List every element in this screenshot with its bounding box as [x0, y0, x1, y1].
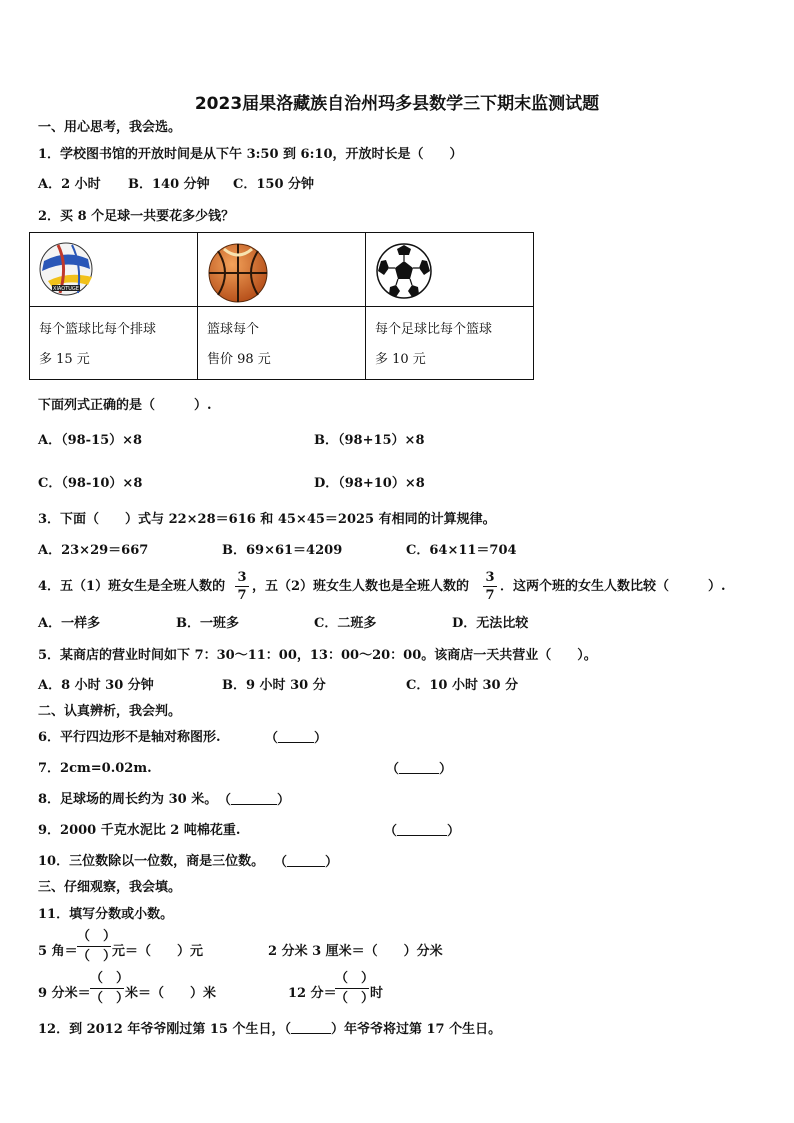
q11-row1-left-prefix: 5 角＝: [38, 944, 78, 959]
denominator-blank[interactable]: （ ）: [77, 949, 117, 964]
question-10-stem: 10．三位数除以一位数，商是三位数。: [38, 854, 265, 869]
question-2-option-b[interactable]: B．（98+15）×8: [314, 433, 425, 448]
volleyball-image: [38, 241, 98, 301]
question-3-option-b[interactable]: B．69×61＝4209: [222, 543, 343, 558]
question-2-stem: 2．买 8 个足球一共要花多少钱？: [38, 209, 235, 224]
q11-row1-fraction[interactable]: [77, 929, 117, 964]
question-9-stem: 9．2000 千克水泥比 2 吨棉花重.: [38, 823, 241, 838]
question-3-stem: 3．下面（ ）式与 22×28＝616 和 45×45＝2025 有相同的计算规律。: [38, 512, 496, 527]
fraction-denominator: 7: [485, 588, 495, 603]
question-12-pre: 12．到 2012 年爷爷刚过第 15 个生日，（: [38, 1022, 291, 1037]
volleyball-info-cell: [30, 307, 198, 380]
question-9-answer[interactable]: [384, 823, 460, 840]
question-4-option-d[interactable]: D．无法比较: [452, 616, 529, 631]
question-2-prompt: 下面列式正确的是（ ）.: [38, 398, 212, 413]
question-5-option-b[interactable]: B．9 小时 30 分: [222, 678, 326, 693]
q11-row2-left-prefix: 9 分米＝: [38, 986, 91, 1001]
question-1-option-a[interactable]: A．2 小时: [38, 177, 101, 192]
numerator-blank[interactable]: （ ）: [77, 929, 117, 944]
question-12-blank[interactable]: [291, 1021, 331, 1034]
denominator-blank[interactable]: （ ）: [90, 991, 130, 1006]
question-1-option-b[interactable]: B．140 分钟: [128, 177, 210, 192]
question-4-part3: ．这两个班的女生人数比较（ ）.: [500, 579, 726, 594]
paren-open: （: [386, 762, 400, 777]
question-4-option-a[interactable]: A．一样多: [38, 616, 101, 631]
question-1-option-c[interactable]: C．150 分钟: [233, 177, 315, 192]
q11-row2-left-fraction[interactable]: [90, 971, 130, 1006]
question-2-option-d[interactable]: D．（98+10）×8: [314, 476, 425, 491]
soccer-ball-image: [374, 241, 434, 301]
basketball-info-line2: 售价 98 元: [207, 352, 271, 367]
question-12-post: ）年爷爷将过第 17 个生日。: [330, 1022, 502, 1037]
paren-close: ）: [439, 762, 453, 777]
basketball-image: [206, 241, 270, 305]
question-3-option-a[interactable]: A．23×29＝667: [38, 543, 149, 558]
paren-close: ）: [314, 731, 328, 746]
question-2-option-c[interactable]: C．（98-10）×8: [38, 476, 143, 491]
question-6-stem: 6．平行四边形不是轴对称图形.: [38, 730, 221, 745]
fraction-numerator: 3: [237, 570, 247, 585]
fraction-denominator: 7: [237, 588, 247, 603]
section-heading-1: 一、用心思考，我会选。: [38, 120, 182, 135]
question-6-answer[interactable]: [265, 730, 327, 747]
volleyball-info-line2: 多 15 元: [39, 352, 90, 367]
numerator-blank[interactable]: （ ）: [335, 971, 375, 986]
question-8-stem: 8．足球场的周长约为 30 米。: [38, 792, 218, 807]
page-title: 2023届果洛藏族自治州玛多县数学三下期末监测试题: [194, 94, 600, 114]
paren-close: ）: [447, 824, 461, 839]
q11-row2-right-prefix: 12 分＝: [288, 986, 337, 1001]
question-4-option-b[interactable]: B．一班多: [176, 616, 239, 631]
question-1-stem: 1．学校图书馆的开放时间是从下午 3:50 到 6:10，开放时长是（ ）: [38, 147, 463, 162]
denominator-blank[interactable]: （ ）: [335, 991, 375, 1006]
paren-open: （: [218, 793, 232, 808]
question-4-fraction-1: [235, 570, 249, 603]
basketball-info-cell: [198, 307, 366, 380]
paren-close: ）: [325, 855, 339, 870]
question-8-answer[interactable]: [218, 792, 290, 809]
question-5-stem: 5．某商店的营业时间如下 7：30～11：00，13：00～20：00。该商店一天共营业（ ）。: [38, 648, 597, 663]
question-7-stem: 7．2cm=0.02m.: [38, 761, 152, 776]
basketball-cell: [198, 233, 366, 307]
question-2-option-a[interactable]: A．（98-15）×8: [38, 433, 143, 448]
paren-open: （: [265, 731, 279, 746]
soccer-info-line2: 多 10 元: [375, 352, 426, 367]
volleyball-info-line1: 每个篮球比每个排球: [39, 322, 157, 337]
q11-row1-left-suffix: 元＝（ ）元: [112, 944, 204, 959]
question-4-part2: ，五（2）班女生人数也是全班人数的: [252, 579, 470, 594]
question-4-part1: 4．五（1）班女生是全班人数的: [38, 579, 226, 594]
numerator-blank[interactable]: （ ）: [90, 971, 130, 986]
volleyball-cell: [30, 233, 198, 307]
question-5-option-a[interactable]: A．8 小时 30 分钟: [38, 678, 154, 693]
question-10-answer[interactable]: [274, 854, 338, 871]
volleyball-brand-text: XIAOTUGE: [53, 286, 79, 292]
q11-row2-right-fraction[interactable]: [335, 971, 375, 1006]
q11-row2-left-suffix: 米＝（ ）米: [125, 986, 217, 1001]
paren-open: （: [274, 855, 288, 870]
question-4-option-c[interactable]: C．二班多: [314, 616, 377, 631]
fraction-numerator: 3: [485, 570, 495, 585]
soccer-info-line1: 每个足球比每个篮球: [375, 322, 493, 337]
ball-price-table: [29, 232, 534, 380]
soccer-info-cell: [366, 307, 534, 380]
question-7-answer[interactable]: [386, 761, 452, 778]
soccer-ball-cell: [366, 233, 534, 307]
q11-row2-right-suffix: 时: [370, 986, 384, 1001]
question-12-stem: [38, 1021, 501, 1038]
q11-row1-right: 2 分米 3 厘米＝（ ）分米: [268, 944, 443, 959]
section-heading-2: 二、认真辨析，我会判。: [38, 704, 182, 719]
paren-close: ）: [277, 793, 291, 808]
basketball-info-line1: 篮球每个: [207, 322, 260, 337]
question-11-stem: 11．填写分数或小数。: [38, 907, 174, 922]
paren-open: （: [384, 824, 398, 839]
question-5-option-c[interactable]: C．10 小时 30 分: [406, 678, 519, 693]
question-3-option-c[interactable]: C．64×11＝704: [406, 543, 517, 558]
section-heading-3: 三、仔细观察，我会填。: [38, 880, 182, 895]
question-4-fraction-2: [483, 570, 497, 603]
